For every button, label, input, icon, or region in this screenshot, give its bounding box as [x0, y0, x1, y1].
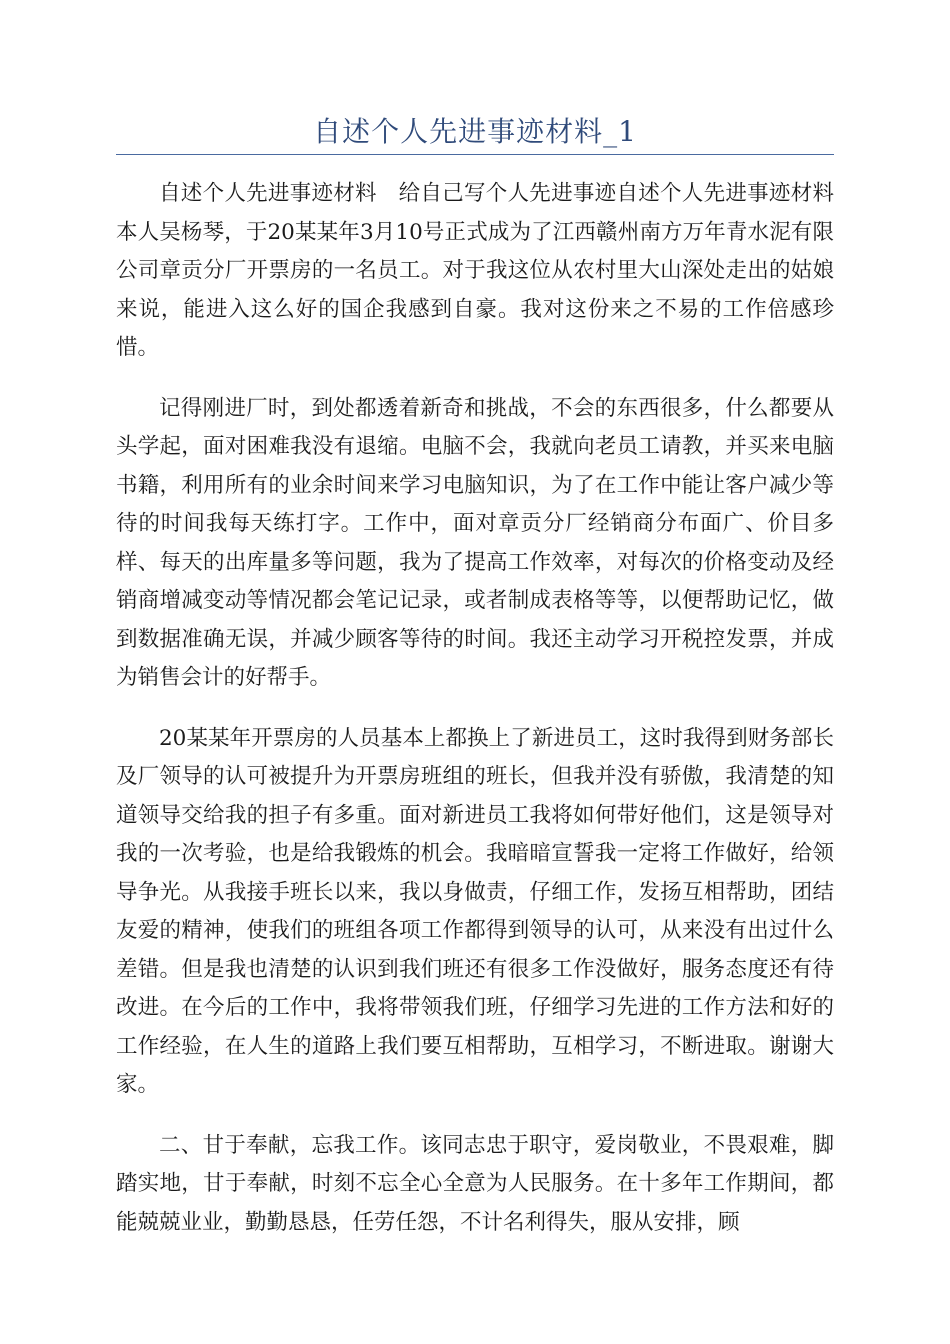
- title-underline: [116, 154, 834, 155]
- paragraph-3: 20某某年开票房的人员基本上都换上了新进员工，这时我得到财务部长及厂领导的认可被提升为开票房班组的班长，但我并没有骄傲，我清楚的知道领导交给我的担子有多重。面对新进员工我将如何带好他们，这是领导对我的一次考验，也是给我锻炼的机会。我暗暗宣誓我一定将工作做好，给领导争光。从我接手班长以来，我以身做责，仔细工作，发扬互相帮助，团结友爱的精神，使我们的班组各项工作都得到领导的认可，从来没有出过什么差错。但是我也清楚的认识到我们班还有很多工作没做好，服务态度还有待改进。在今后的工作中，我将带领我们班，仔细学习先进的工作方法和好的工作经验，在人生的道路上我们要互相帮助，互相学习，不断进取。谢谢大家。: [116, 725, 834, 1097]
- document-body: [116, 175, 856, 1264]
- paragraph-2: 记得刚进厂时，到处都透着新奇和挑战，不会的东西很多，什么都要从头学起，面对困难我没有退缩。电脑不会，我就向老员工请教，并买来电脑书籍，利用所有的业余时间来学习电脑知识，为了在工作中能让客户减少等待的时间我每天练打字。工作中，面对章贡分厂经销商分布面广、价目多样、每天的出库量多等问题，我为了提高工作效率，对每次的价格变动及经销商增减变动等情况都会笔记记录，或者制成表格等等，以便帮助记忆，做到数据准确无误，并减少顾客等待的时间。我还主动学习开税控发票，并成为销售会计的好帮手。: [116, 395, 834, 690]
- document-title: 自述个人先进事迹材料_1: [313, 115, 637, 148]
- paragraph-1: 自述个人先进事迹材料 给自己写个人先进事迹自述个人先进事迹材料 本人吴杨琴，于20某某年3月10号正式成为了江西赣州南方万年青水泥有限公司章贡分厂开票房的一名员工。对于我这位从农村里大山深处走出的姑娘来说，能进入这么好的国企我感到自豪。我对这份来之不易的工作倍感珍惜。: [116, 181, 856, 360]
- paragraph-4: 二、甘于奉献，忘我工作。该同志忠于职守，爱岗敬业，不畏艰难，脚踏实地，甘于奉献，时刻不忘全心全意为人民服务。在十多年工作期间，都能兢兢业业，勤勤恳恳，任劳任怨，不计名利得失，服从安排，顾: [116, 1132, 834, 1235]
